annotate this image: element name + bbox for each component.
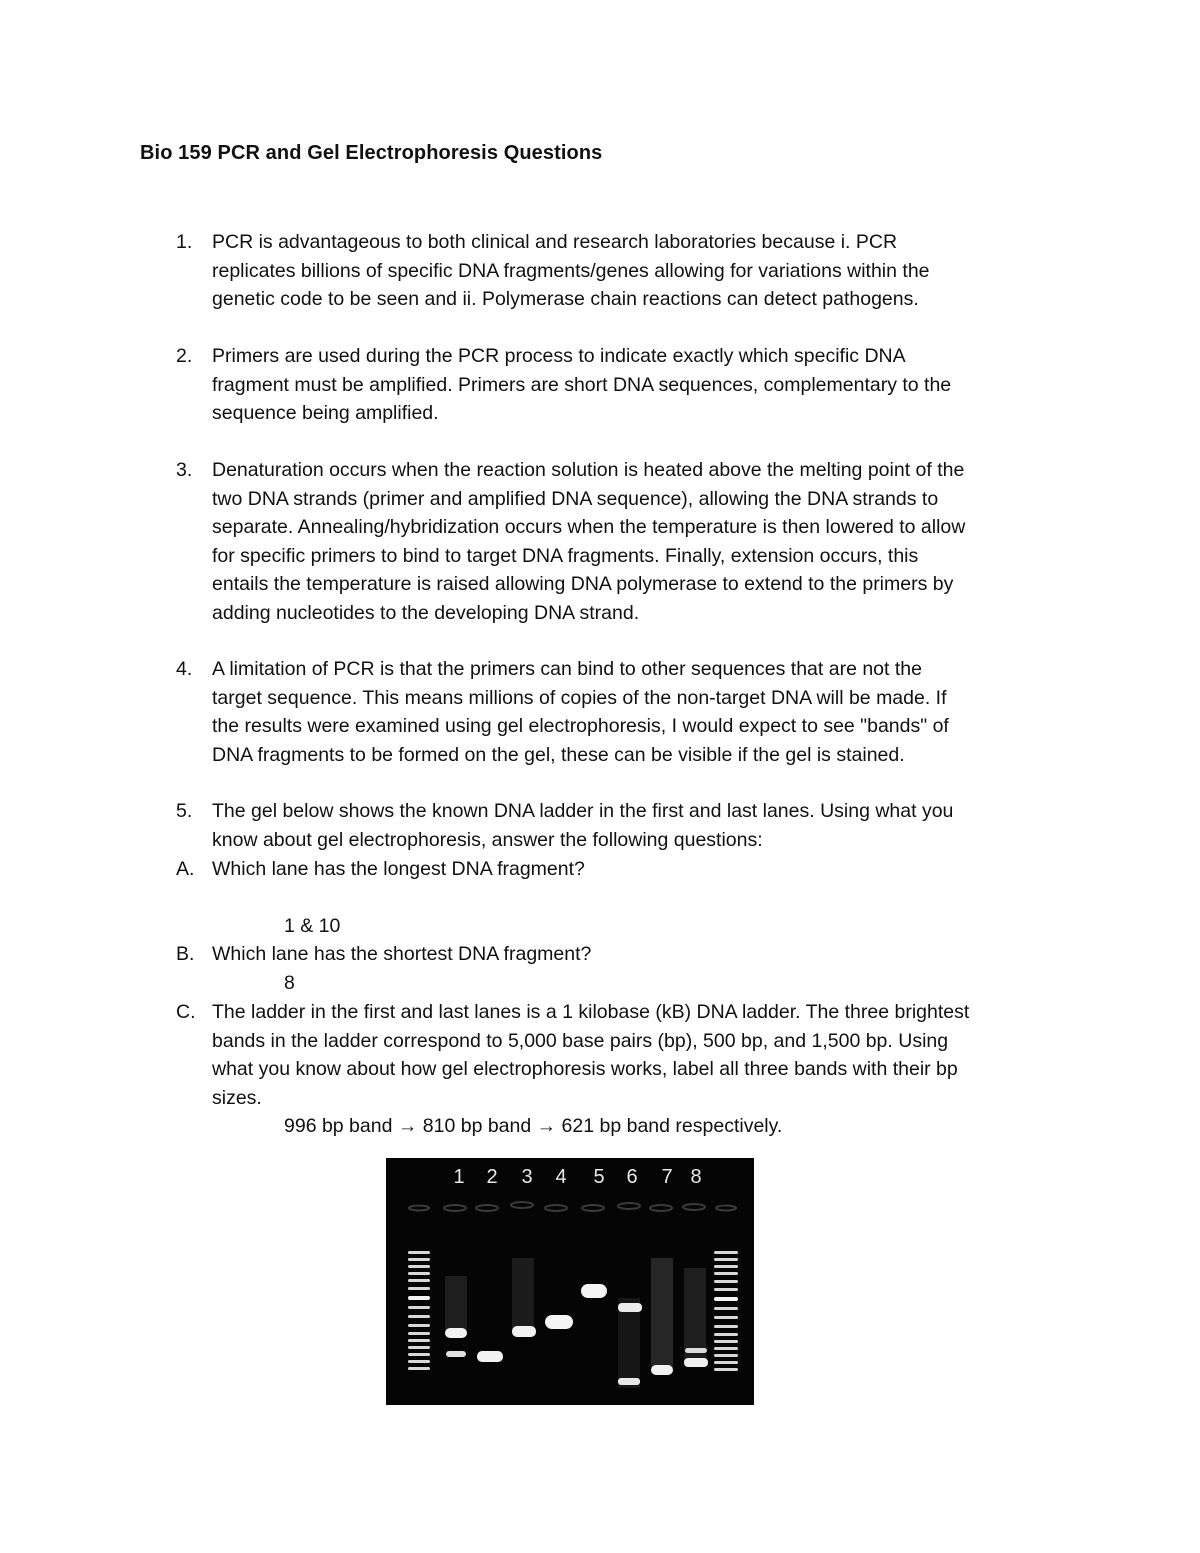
question-5-line: The gel below shows the known DNA ladder in the first and last lanes. Using what you — [212, 800, 954, 822]
subquestion-c-line: sizes. — [212, 1086, 262, 1109]
lane-5-bands — [581, 1284, 607, 1298]
subquestion-a-line: Which lane has the longest DNA fragment? — [212, 858, 585, 880]
ladder-band — [408, 1346, 430, 1349]
ladder-band — [408, 1296, 430, 1300]
ladder-band — [408, 1265, 430, 1268]
gel-band — [581, 1284, 607, 1298]
question-number: 1. — [176, 231, 193, 253]
question-4-line: A limitation of PCR is that the primers can bind to other sequences that are not the — [212, 658, 922, 680]
lane-label: 8 — [690, 1166, 702, 1188]
ladder-band — [408, 1306, 430, 1309]
ladder-band — [714, 1347, 738, 1350]
question-number: 3. — [176, 459, 193, 481]
ladder-band — [714, 1265, 738, 1268]
lane-6-bands — [618, 1298, 642, 1388]
ladder-band — [408, 1339, 430, 1342]
subquestion-letter: B. — [176, 943, 195, 965]
subquestion-letter: C. — [176, 1001, 196, 1023]
ladder-band — [714, 1368, 738, 1371]
ladder-band — [714, 1333, 738, 1336]
question-4-line: DNA fragments to be formed on the gel, these can be visible if the gel is stained. — [212, 743, 905, 766]
gel-band — [477, 1351, 503, 1362]
question-3-line: entails the temperature is raised allowing DNA polymerase to extend to the primers by — [212, 573, 954, 596]
ladder-band — [714, 1297, 738, 1301]
lane-label: 3 — [521, 1166, 533, 1188]
gel-band — [685, 1348, 707, 1353]
subquestion-letter: A. — [176, 858, 195, 880]
subquestion-c-line: what you know about how gel electrophoresis works, label all three bands with their bp — [212, 1058, 958, 1081]
gel-band — [651, 1365, 673, 1375]
answer-b: 8 — [284, 972, 295, 994]
subquestion-b-line: Which lane has the shortest DNA fragment? — [212, 943, 592, 965]
ladder-band — [714, 1340, 738, 1343]
ladder-band — [408, 1272, 430, 1275]
lane-label: 7 — [661, 1166, 673, 1188]
lane-8-bands — [684, 1268, 708, 1367]
ladder-band — [408, 1258, 430, 1261]
ladder-band — [408, 1251, 430, 1254]
lane-7-bands — [651, 1258, 673, 1375]
ladder-band — [408, 1324, 430, 1327]
question-3-line: for specific primers to bind to target DNA fragments. Finally, extension occurs, this — [212, 544, 919, 567]
gel-band — [512, 1326, 536, 1337]
question-5-line: know about gel electrophoresis, answer the following questions: — [212, 828, 763, 851]
gel-band — [446, 1351, 466, 1357]
question-1-line: genetic code to be seen and ii. Polymerase chain reactions can detect pathogens. — [212, 288, 919, 311]
gel-band — [545, 1315, 573, 1329]
gel-band — [618, 1303, 642, 1312]
gel-image-svg — [386, 1158, 754, 1405]
question-3-line: adding nucleotides to the developing DNA strand. — [212, 601, 640, 624]
lane-smear — [684, 1268, 706, 1358]
question-1-line: replicates billions of specific DNA fragments/genes allowing for variations within the — [212, 259, 930, 282]
ladder-band — [714, 1316, 738, 1319]
ladder-band — [714, 1272, 738, 1275]
subquestion-c-line: bands in the ladder correspond to 5,000 base pairs (bp), 500 bp, and 1,500 bp. Using — [212, 1029, 949, 1052]
question-2-line: Primers are used during the PCR process to indicate exactly which specific DNA — [212, 345, 906, 367]
ladder-band — [714, 1307, 738, 1310]
lane-2-bands — [477, 1351, 503, 1362]
lane-smear — [512, 1258, 534, 1333]
question-number: 4. — [176, 658, 193, 680]
question-number: 5. — [176, 800, 193, 822]
answer-c: 996 bp band → 810 bp band → 621 bp band respectively. — [284, 1115, 783, 1137]
ladder-band — [714, 1325, 738, 1328]
question-3-line: two DNA strands (primer and amplified DNA sequence), allowing the DNA strands to — [212, 487, 939, 510]
ladder-band — [714, 1361, 738, 1364]
gel-band — [445, 1328, 467, 1338]
question-1-line: PCR is advantageous to both clinical and research laboratories because i. PCR — [212, 231, 898, 253]
ladder-band — [408, 1353, 430, 1356]
answer-a: 1 & 10 — [284, 915, 341, 937]
gel-electrophoresis-image — [386, 1158, 754, 1405]
question-4-line: the results were examined using gel electrophoresis, I would expect to see "bands" of — [212, 715, 949, 738]
ladder-band — [408, 1367, 430, 1370]
lane-label: 4 — [555, 1166, 567, 1188]
question-number: 2. — [176, 345, 193, 367]
ladder-band — [714, 1258, 738, 1261]
lane-smear — [651, 1258, 673, 1368]
lane-smear — [445, 1276, 467, 1336]
lane-3-bands — [512, 1258, 536, 1337]
ladder-band — [714, 1280, 738, 1283]
lane-label: 2 — [486, 1166, 498, 1188]
lane-label: 6 — [626, 1166, 638, 1188]
gel-band — [684, 1358, 708, 1367]
ladder-band — [408, 1315, 430, 1318]
question-2-line: sequence being amplified. — [212, 402, 439, 425]
ladder-band — [714, 1251, 738, 1254]
question-3-line: Denaturation occurs when the reaction solution is heated above the melting point of the — [212, 459, 965, 481]
lane-label: 5 — [593, 1166, 605, 1188]
question-4-line: target sequence. This means millions of copies of the non-target DNA will be made. If — [212, 686, 947, 709]
ladder-band — [408, 1332, 430, 1335]
page-title: Bio 159 PCR and Gel Electrophoresis Questions — [140, 142, 603, 164]
subquestion-c-line: The ladder in the first and last lanes is a 1 kilobase (kB) DNA ladder. The three brightest — [212, 1001, 970, 1023]
lane-label: 1 — [453, 1166, 465, 1188]
lane-4-bands — [545, 1315, 573, 1329]
question-3-line: separate. Annealing/hybridization occurs when the temperature is then lowered to allow — [212, 516, 966, 539]
question-2-line: fragment must be amplified. Primers are short DNA sequences, complementary to the — [212, 373, 952, 396]
ladder-band — [408, 1279, 430, 1282]
ladder-band — [714, 1288, 738, 1291]
ladder-band — [408, 1360, 430, 1363]
ladder-band — [714, 1354, 738, 1357]
gel-band — [618, 1378, 640, 1385]
ladder-band — [408, 1287, 430, 1290]
